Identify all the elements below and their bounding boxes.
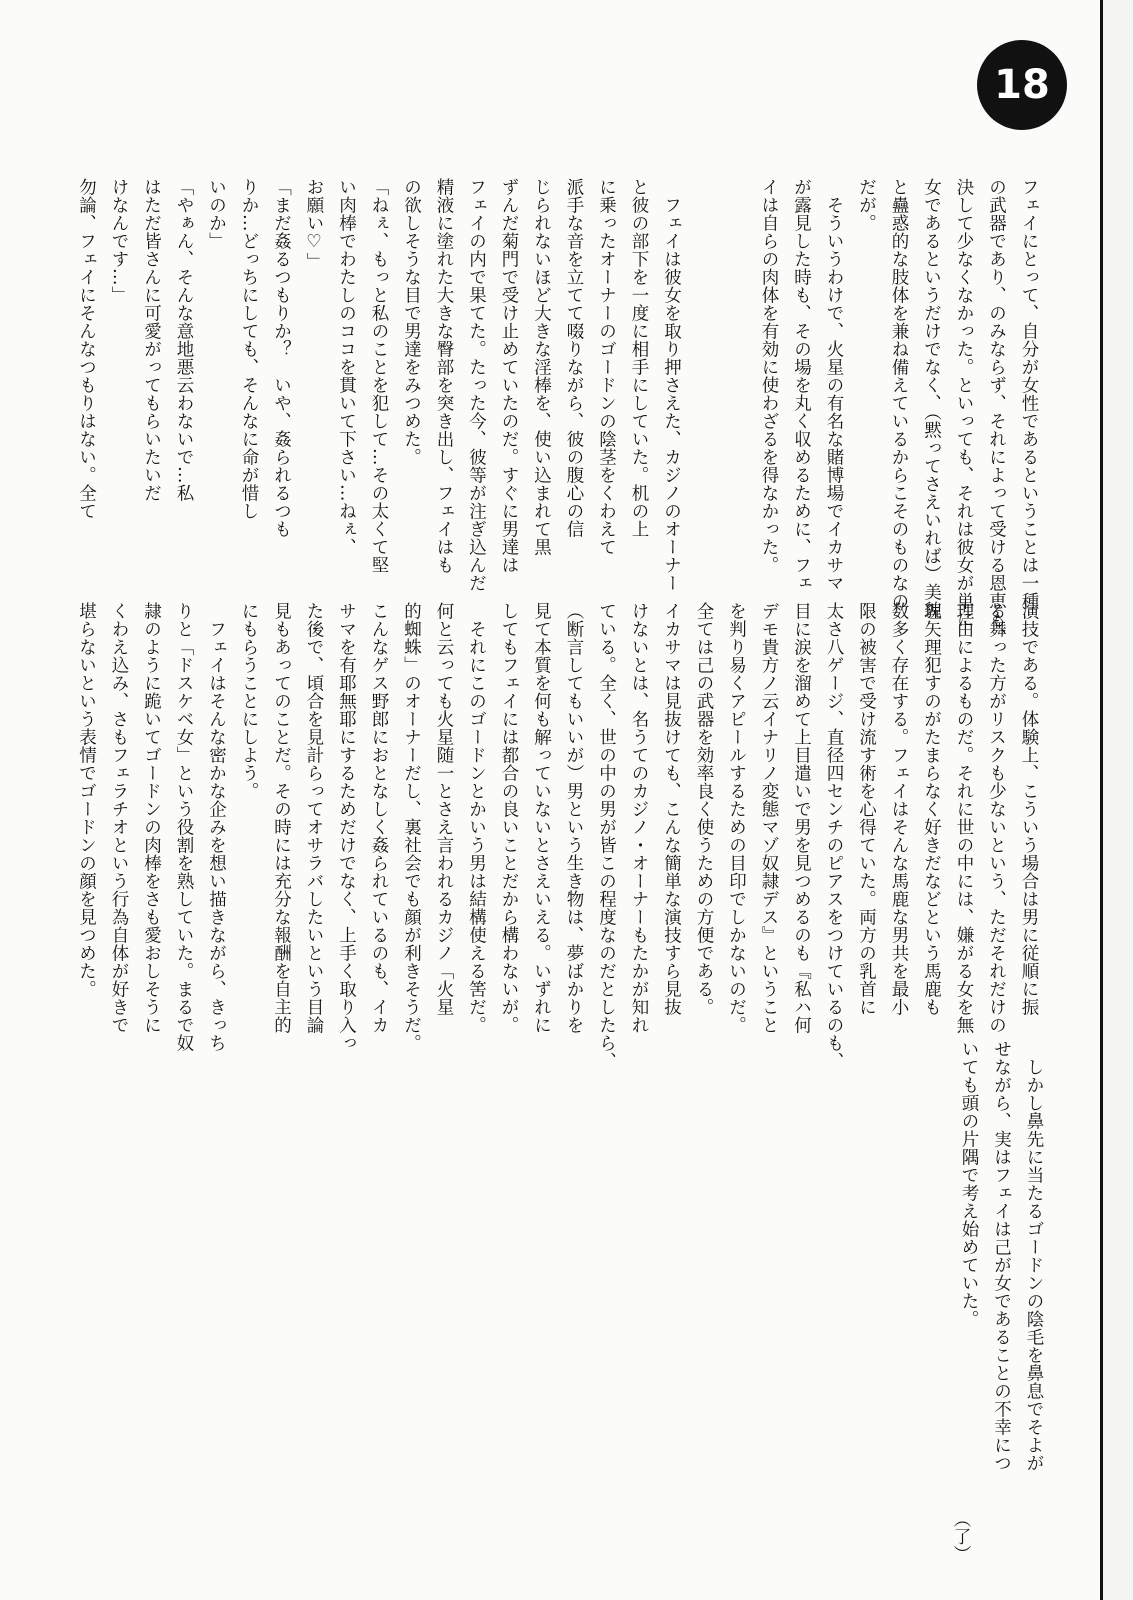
- text-top-half: フェイにとって、自分が女性であるということは一種 の武器であり、のみならず、それによって受ける恩恵も、 決して少なくなかった。といっても、それは彼女が単に 女であるというだけでなく、（黙ってさえいれば）美貌 と蠱惑的な肢体を兼ね備えているからこそのものなの だが。 そういうわけで、火星の有名な賭博場でイカサマ が露見した時も、その場を丸く収めるために、フェ イは自らの肉体を有効に使わざるを得なかった。 フェイは彼女を取り押さえた、カジノのオーナー と彼の部下を一度に相手にしていた。机の上 に乗ったオーナーのゴードンの陰茎をくわえて 派手な音を立てて啜りながら、彼の腹心の信 じられないほど大きな淫棒を、使い込まれて黒 ずんだ菊門で受け止めていたのだ。すぐに男達は フェイの内で果てた。たった今、彼等が注ぎ込んだ 精液に塗れた大きな臀部を突き出し、フェイはも の欲しそうな目で男達をみつめた。 「ねぇ、もっと私のことを犯して…その太くて堅 い肉棒でわたしのココを貫いて下さい…ねぇ、 お願い♡」 「まだ姦るつもりか？ いや、姦られるつも りか…どっちにしても、そんなに命が惜し いのか」 「やぁん、そんな意地悪云わないで…私 はただ皆さんに可愛がってもらいたいだ けなんです…」 勿論、フェイにそんなつもりはない。全て: [76, 178, 1039, 646]
- page-number: 18: [994, 62, 1050, 108]
- text-bottom-half: 演技である。体験上、こういう場合は男に従順に振 る舞った方がリスクも少ないという、ただそれだけの 理由によるものだ。それに世の中には、嫌がる女を無 理矢理犯すのがたまらなく好きだなどという馬鹿も 数多く存在する。フェイはそんな馬鹿な男共を最小 限の被害で受け流す術を心得ていた。両方の乳首に 太さ八ゲージ、直径四センチのピアスをつけているのも、 目に涙を溜めて上目遣いで男を見つめるのも『私ハ何 デモ貴方ノ云イナリノ変態マゾ奴隷デス』ということ を判り易くアピールするための目印でしかないのだ。 全ては己の武器を効率良く使うための方便である。 イカサマは見抜けても、こんな簡単な演技すら見抜 けないとは、名うてのカジノ・オーナーもたかが知れ ている。全く、世の中の男が皆この程度なのだとしたら、 （断言してもいいが）男という生き物は、夢ばかりを 見て本質を何も解っていないとさえいえる。いずれに してもフェイには都合の良いことだから構わないが。 それにこのゴードンとかいう男は結構使える筈だ。 何と云っても火星随一とさえ言われるカジノ「火星 的蜘蛛」のオーナーだし、裏社会でも顔が利きそうだ。 こんなゲス野郎におとなしく姦られているのも、イカ サマを有耶無耶にするためだけでなく、上手く取り入っ た後で、頃合を見計らってオサラバしたいという目論 見もあってのことだ。その時には充分な報酬を自主的 にもらうことにしよう。 フェイはそんな密かな企みを想い描きながら、きっち りと「ドスケベ女」という役割を熟していた。まるで奴 隷のように跪いてゴードンの肉棒をさも愛おしそうに くわえ込み、さもフェラチオという行為自体が好きで 堪らないという表情でゴードンの顔を見つめた。: [76, 602, 1039, 1070]
- end-mark: （了）: [951, 1510, 971, 1563]
- text-final-paragraph: しかし鼻先に当たるゴードンの陰毛を鼻息でそよが せながら、実はフェイは己が女であることの不幸につ いても頭の片隅で考え始めていた。: [959, 1040, 1044, 1472]
- page-number-badge: [977, 40, 1067, 130]
